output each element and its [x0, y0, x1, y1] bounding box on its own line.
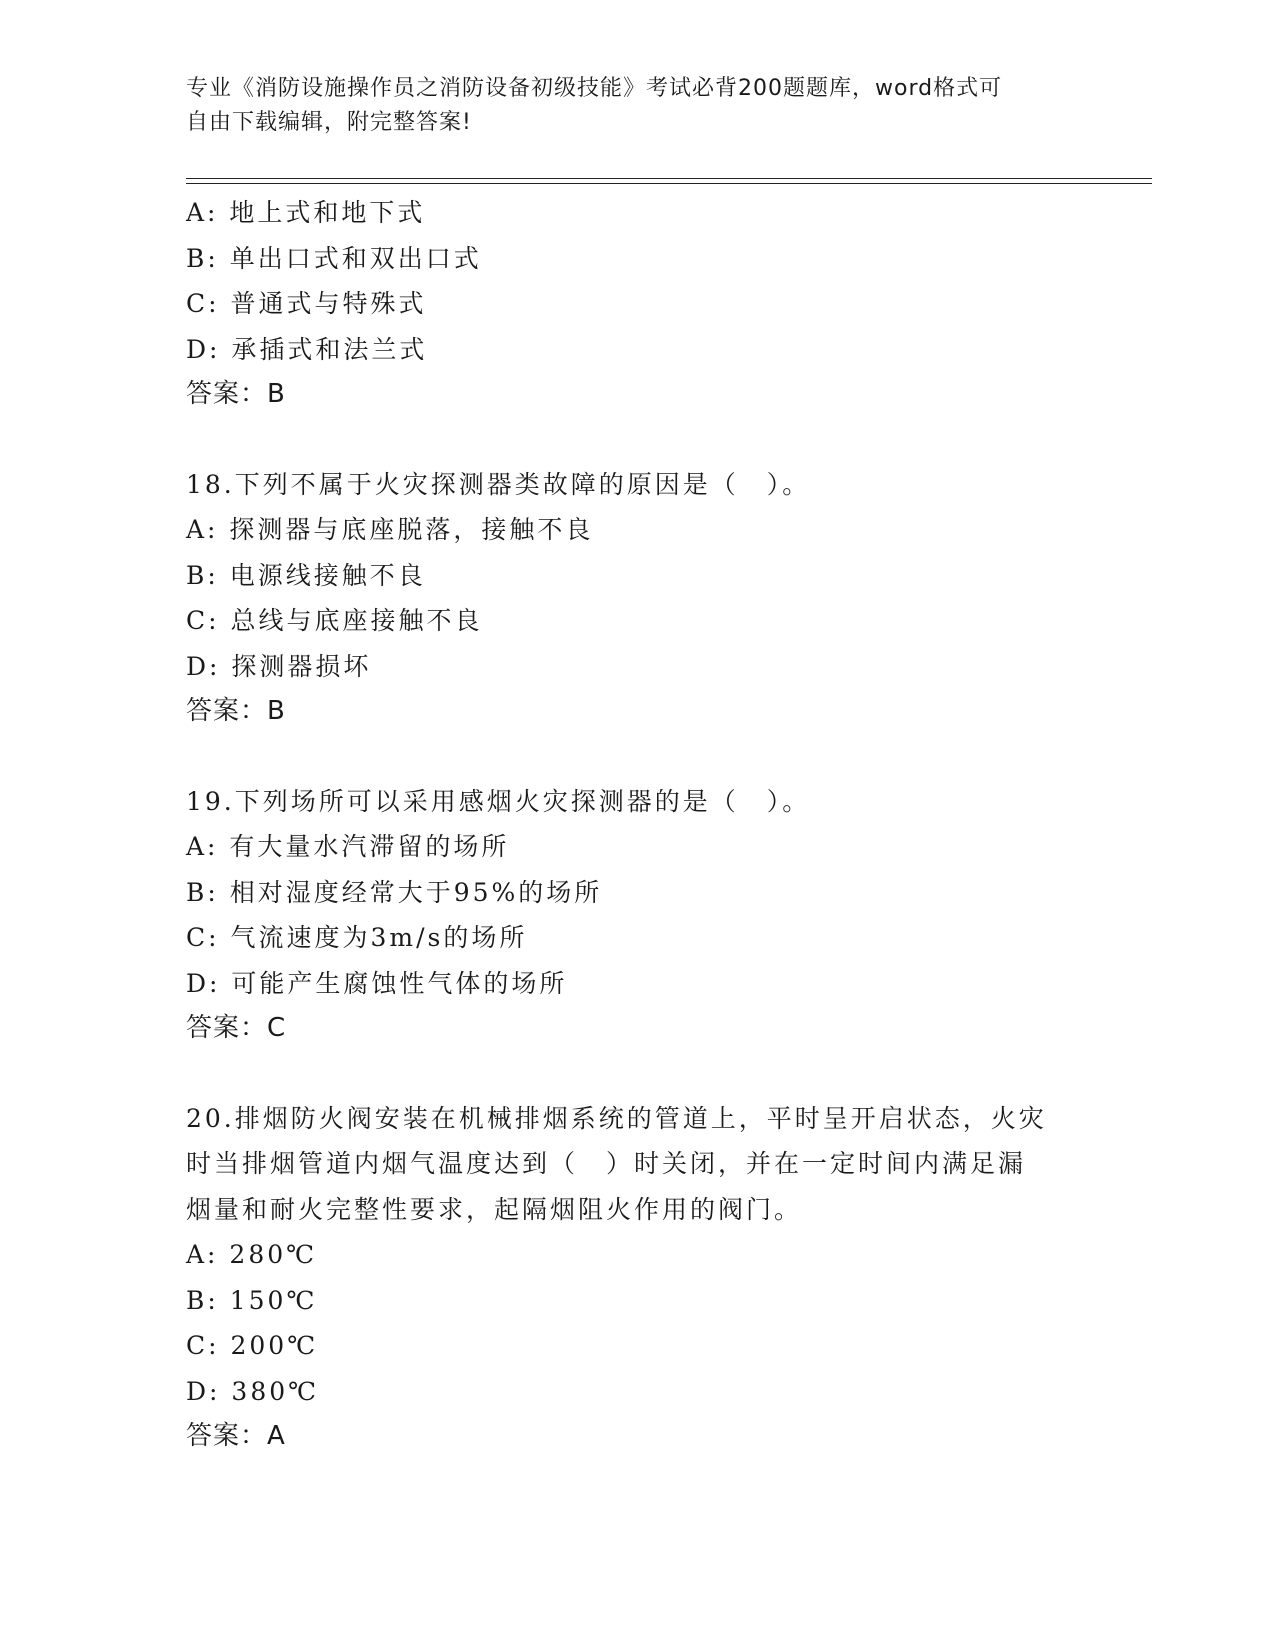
- question-content: [186, 190, 1086, 1460]
- header-divider-bottom: [186, 183, 1152, 184]
- question-block-19: [186, 779, 1086, 1052]
- option-c: C: 总线与底座接触不良: [186, 606, 483, 635]
- option-d: D: 承插式和法兰式: [186, 334, 428, 364]
- option-c: C: 普通式与特殊式: [186, 289, 427, 318]
- header-divider-top: [186, 178, 1152, 179]
- answer-line: 答案：C: [186, 1013, 287, 1043]
- question-text: 18.下列不属于火灾探测器类故障的原因是（ ）。: [186, 469, 811, 499]
- option-d: D: 探测器损坏: [186, 651, 372, 681]
- option-d: D: 380℃: [186, 1376, 320, 1406]
- question-block-20: [186, 1096, 1086, 1460]
- answer-line: 答案：A: [186, 1421, 286, 1451]
- option-a: A: 280℃: [186, 1240, 318, 1269]
- option-b: B: 单出口式和双出口式: [186, 243, 482, 273]
- option-a: A: 有大量水汽滞留的场所: [186, 832, 510, 861]
- question-text-line-1: 20.排烟防火阀安装在机械排烟系统的管道上，平时呈开启状态，火灾: [186, 1103, 1047, 1133]
- option-b: B: 相对湿度经常大于95%的场所: [186, 877, 603, 907]
- header-line-2: 自由下载编辑，附完整答案!: [186, 110, 472, 135]
- answer-line: 答案：B: [186, 379, 286, 409]
- question-block-18: [186, 462, 1086, 735]
- option-c: C: 200℃: [186, 1331, 319, 1360]
- answer-line: 答案：B: [186, 696, 286, 726]
- option-b: B: 150℃: [186, 1285, 318, 1315]
- option-a: A: 地上式和地下式: [186, 198, 426, 227]
- document-header: [186, 72, 1066, 140]
- option-d: D: 可能产生腐蚀性气体的场所: [186, 968, 568, 998]
- spacer: [186, 1052, 1086, 1096]
- option-c: C: 气流速度为3m/s的场所: [186, 923, 528, 952]
- option-a: A: 探测器与底座脱落，接触不良: [186, 515, 594, 544]
- spacer: [186, 735, 1086, 779]
- question-text-line-2: 时当排烟管道内烟气温度达到（ ）时关闭，并在一定时间内满足漏: [186, 1149, 1027, 1178]
- question-block-17: [186, 190, 1086, 418]
- question-text-line-3: 烟量和耐火完整性要求，起隔烟阻火作用的阀门。: [186, 1194, 803, 1224]
- header-line-1: 专业《消防设施操作员之消防设备初级技能》考试必背200题题库，word格式可: [186, 76, 1003, 101]
- question-text: 19.下列场所可以采用感烟火灾探测器的是（ ）。: [186, 786, 811, 816]
- option-b: B: 电源线接触不良: [186, 560, 426, 590]
- spacer: [186, 418, 1086, 462]
